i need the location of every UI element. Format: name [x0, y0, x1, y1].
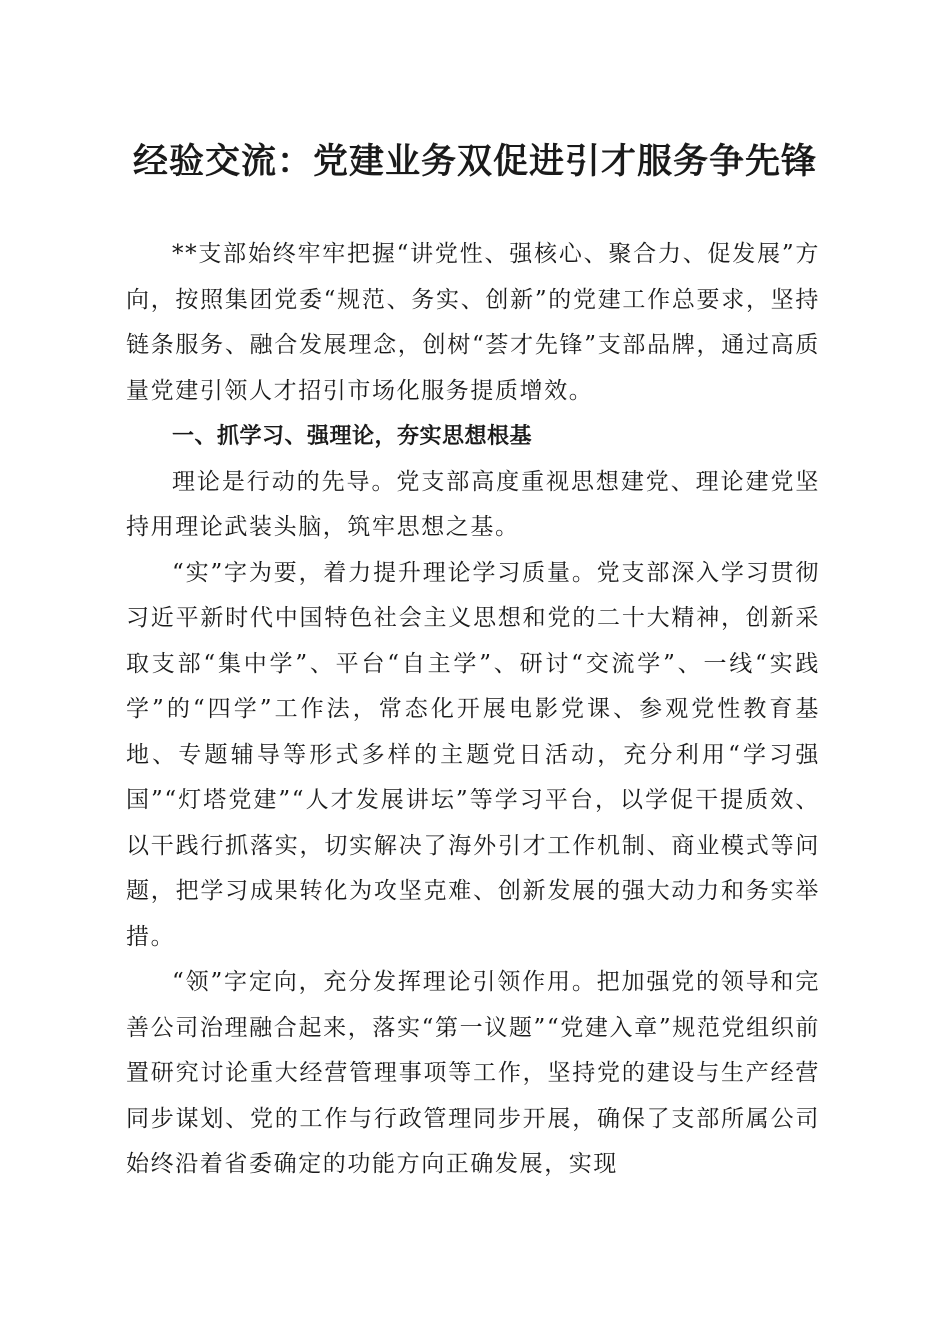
section-heading: 一、抓学习、强理论，夯实思想根基: [172, 424, 533, 449]
body-paragraph: “实”字为要，着力提升理论学习质量。党支部深入学习贯彻习近平新时代中国特色社会主义思想和党的二十大精神，创新采取支部“集中学”、平台“自主学”、研讨“交流学”、一线“实践学”的“四学”工作法，常态化开展电影党课、参观党性教育基地、专题辅导等形式多样的主题党日活动，充分利用“学习强国”“灯塔党建”“人才发展讲坛”等学习平台，以学促干提质效、以干践行抓落实，切实解决了海外引才工作机制、商业模式等问题，把学习成果转化为攻坚克难、创新发展的强大动力和务实举措。: [126, 559, 820, 950]
document-body: [126, 232, 820, 1188]
document-title: 经验交流：党建业务双促进引才服务争先锋: [132, 141, 817, 182]
body-paragraph: “领”字定向，充分发挥理论引领作用。把加强党的领导和完善公司治理融合起来，落实“第一议题”“党建入章”规范党组织前置研究讨论重大经营管理事项等工作，坚持党的建设与生产经营同步谋划、党的工作与行政管理同步开展，确保了支部所属公司始终沿着省委确定的功能方向正确发展，实现: [126, 969, 820, 1177]
body-paragraph: 理论是行动的先导。党支部高度重视思想建党、理论建党坚持用理论武装头脑，筑牢思想之基。: [126, 468, 820, 540]
intro-paragraph: **支部始终牢牢把握“讲党性、强核心、聚合力、促发展”方向，按照集团党委“规范、务实、创新”的党建工作总要求，坚持链条服务、融合发展理念，创树“荟才先锋”支部品牌，通过高质量党建引领人才招引市场化服务提质增效。: [126, 241, 820, 404]
